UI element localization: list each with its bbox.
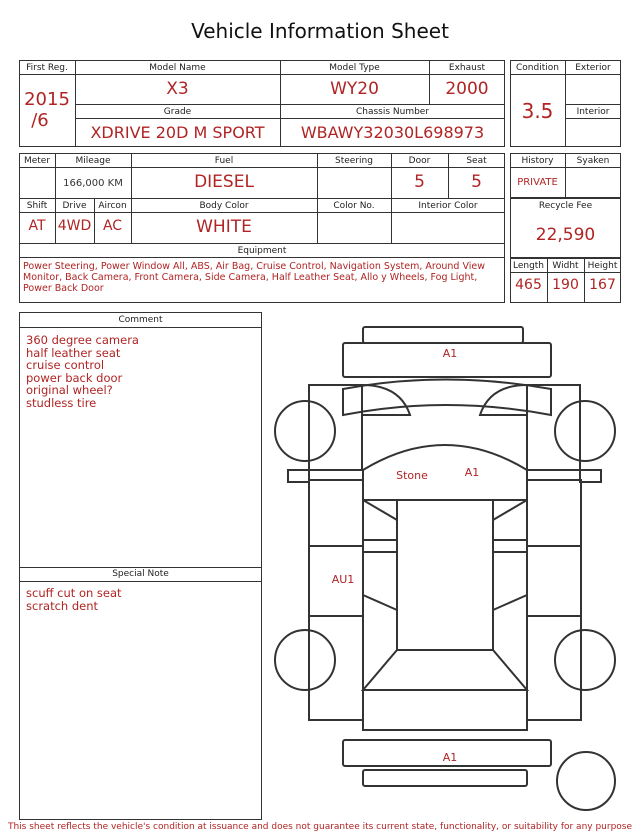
- comment-line: power back door: [26, 370, 123, 385]
- right-rear-door: [527, 546, 581, 616]
- comment-line: cruise control: [26, 358, 105, 373]
- interior-label: Interior: [576, 107, 610, 117]
- exhaust-label: Exhaust: [448, 63, 486, 73]
- left-mirror: [288, 470, 309, 482]
- chassis-value: WBAWY32030L698973: [300, 123, 485, 142]
- front-bumper-top: [363, 327, 523, 343]
- mileage-value: 166,000 KM: [63, 178, 123, 189]
- first-reg-label: First Reg.: [26, 63, 68, 73]
- equipment-label: Equipment: [237, 246, 287, 256]
- interior-color-label: Interior Color: [418, 201, 478, 211]
- right-front-door: [527, 480, 581, 546]
- condition-value: 3.5: [521, 99, 554, 123]
- height-value: 167: [589, 277, 616, 293]
- body-color-value: WHITE: [196, 217, 252, 237]
- special-note-label: Special Note: [112, 569, 169, 579]
- drive-value: 4WD: [57, 218, 92, 234]
- comment-line: half leather seat: [26, 345, 121, 360]
- rear-right-wheel: [555, 630, 615, 690]
- length-label: Length: [512, 261, 545, 271]
- exterior-label: Exterior: [575, 63, 611, 73]
- fuel-value: DIESEL: [194, 172, 254, 192]
- right-front-window: [493, 500, 527, 540]
- comment-line: 360 degree camera: [26, 333, 139, 347]
- meter-label: Meter: [23, 156, 51, 166]
- height-label: Height: [587, 261, 618, 271]
- width-label: Widht: [552, 261, 579, 271]
- exhaust-value: 2000: [445, 79, 489, 99]
- disclaimer-footer: This sheet reflects the vehicle's condition at issuance and does not guarantee its current state, functionality, or suitability for any purpose: [7, 822, 633, 832]
- front-bumper-mark: A1: [442, 347, 458, 360]
- history-label: History: [521, 156, 554, 166]
- left-rear-window: [363, 552, 397, 610]
- aircon-label: Aircon: [98, 201, 127, 211]
- side-mark: AU1: [331, 573, 355, 586]
- rear-window: [363, 650, 527, 690]
- body-color-label: Body Color: [199, 201, 249, 211]
- door-label: Door: [408, 156, 431, 166]
- rear-left-wheel: [275, 630, 335, 690]
- fuel-label: Fuel: [214, 156, 234, 166]
- mileage-label: Mileage: [75, 156, 111, 166]
- first-reg-year: 2015: [24, 89, 70, 110]
- front-right-wheel: [555, 401, 615, 461]
- page-title: Vehicle Information Sheet: [191, 19, 449, 43]
- history-value: PRIVATE: [517, 177, 558, 188]
- rear-bumper-mark: A1: [442, 751, 458, 764]
- drive-label: Drive: [62, 201, 87, 211]
- windshield: [363, 445, 527, 500]
- door-value: 5: [414, 172, 425, 192]
- grade-value: XDRIVE 20D M SPORT: [90, 123, 265, 142]
- color-no-label: Color No.: [333, 201, 375, 211]
- steering-label: Steering: [335, 156, 373, 166]
- seat-value: 5: [471, 172, 482, 192]
- tailgate: [363, 690, 527, 730]
- comment-line: studless tire: [26, 395, 97, 410]
- recycle-fee-value: 22,590: [535, 225, 596, 245]
- model-type-value: WY20: [330, 79, 379, 99]
- rear-bumper-bottom: [363, 770, 527, 786]
- comment-label: Comment: [118, 315, 163, 325]
- windshield-mark: A1: [464, 466, 480, 479]
- condition-label: Condition: [516, 63, 559, 73]
- comment-line: original wheel?: [26, 383, 113, 398]
- model-name-value: X3: [166, 79, 189, 99]
- right-rear-window: [493, 552, 527, 610]
- right-mirror: [580, 470, 601, 482]
- equipment-value: Power Steering, Power Window All, ABS, Air Bag, Cruise Control, Navigation System, Around View Monitor, Back Camera, Front Camera, Side Camera, Half Leather Seat, Allo y Wheels, Fog Light, Power Back Door: [23, 261, 486, 294]
- stone-mark: Stone: [396, 469, 428, 482]
- syaken-label: Syaken: [576, 156, 610, 166]
- length-value: 465: [515, 277, 542, 293]
- model-type-label: Model Type: [329, 63, 380, 73]
- aircon-value: AC: [102, 218, 123, 234]
- model-name-label: Model Name: [149, 63, 206, 73]
- first-reg-month: /6: [31, 110, 49, 131]
- grade-label: Grade: [163, 107, 192, 117]
- note-line: scratch dent: [26, 598, 99, 613]
- seat-label: Seat: [466, 156, 487, 166]
- recycle-fee-label: Recycle Fee: [538, 201, 593, 211]
- width-value: 190: [552, 277, 579, 293]
- spare-wheel: [557, 752, 615, 810]
- roof: [397, 500, 493, 650]
- shift-label: Shift: [26, 201, 48, 211]
- note-line: scuff cut on seat: [26, 586, 122, 600]
- left-front-door: [309, 480, 363, 546]
- chassis-label: Chassis Number: [355, 107, 430, 117]
- shift-value: AT: [28, 218, 46, 234]
- front-left-wheel: [275, 401, 335, 461]
- left-front-window: [363, 500, 397, 540]
